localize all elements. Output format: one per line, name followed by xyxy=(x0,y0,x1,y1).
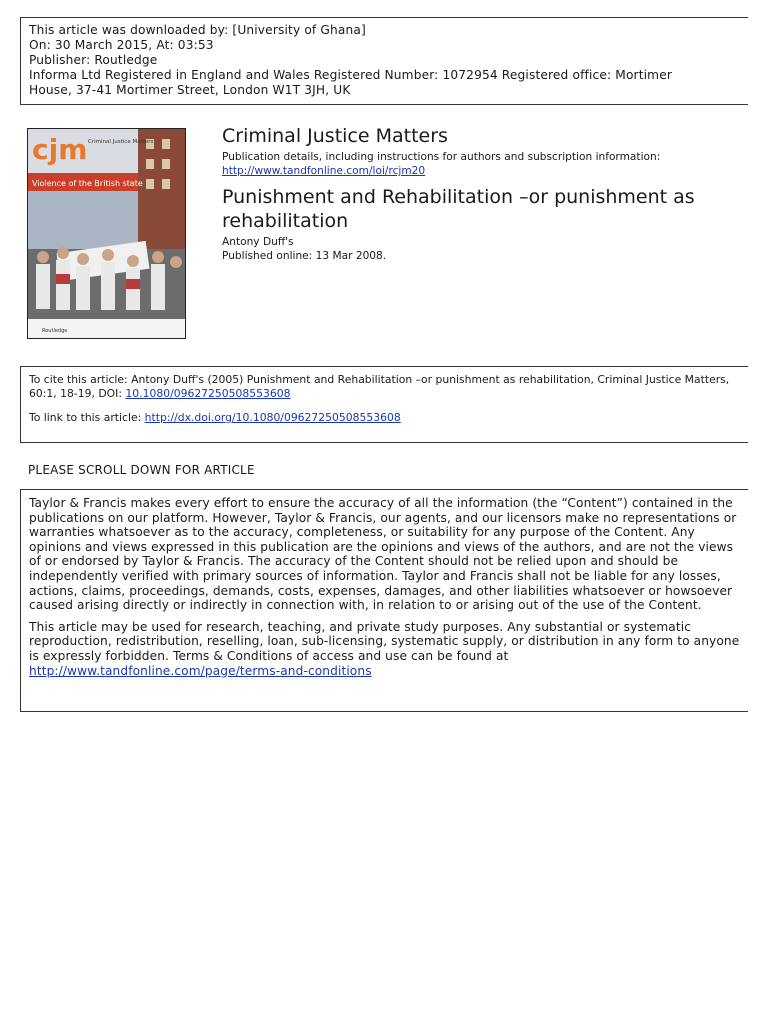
journal-url-link[interactable]: http://www.tandfonline.com/loi/rcjm20 xyxy=(222,165,426,177)
cover-publisher: Routledge xyxy=(42,328,68,334)
address-line: House, 37-41 Mortimer Street, London W1T 3JH, UK xyxy=(29,83,351,97)
article-link-line xyxy=(29,411,740,425)
publication-details xyxy=(222,150,660,178)
citation-text xyxy=(29,373,740,400)
registration-line: Informa Ltd Registered in England and Wales Registered Number: 1072954 Registered office: Mortimer xyxy=(29,68,673,82)
cover-masthead: Criminal Justice Matters xyxy=(88,139,154,145)
usage-paragraph xyxy=(29,620,740,678)
download-notice-box xyxy=(20,17,748,105)
doi-link[interactable]: 10.1080/09627250508553608 xyxy=(125,386,291,400)
article-link-label: To link to this article: xyxy=(29,411,145,424)
usage-text: This article may be used for research, teaching, and private study purposes. Any substantial or systematic reproduction, redistribution, reselling, loan, sub-licensing, systematic supply, or distribution in any form to anyone is expressly forbidden. Terms & Conditions of access and use can be found at xyxy=(29,619,740,663)
citation-box xyxy=(20,366,748,443)
cover-banner-text: Violence of the British state xyxy=(32,179,143,188)
article-author: Antony Duff's xyxy=(222,236,294,248)
citation-body: To cite this article: Antony Duff's (2005) Punishment and Rehabilitation –or punishment as rehabilitation, Criminal Justice Matters, 60:1, 18-19, DOI: xyxy=(29,373,730,400)
disclaimer-paragraph: Taylor & Francis makes every effort to ensure the accuracy of all the information (the “Content”) contained in the publications on our platform. However, Taylor & Francis, our agents, and our licensors make no representations or warranties whatsoever as to the accuracy, completeness, or suitability for any purpose of the Content. Any opinions and views expressed in this publication are the opinions and views of the authors, and are not the views of or endorsed by Taylor & Francis. The accuracy of the Content should not be relied upon and should be independently verified with primary sources of information. Taylor and Francis shall not be liable for any losses, actions, claims, proceedings, demands, costs, expenses, damages, and other liabilities whatsoever or howsoever caused arising directly or indirectly in connection with, in relation to or arising out of the use of the Content. xyxy=(29,496,737,613)
terms-conditions-link[interactable]: http://www.tandfonline.com/page/terms-and-conditions xyxy=(29,663,372,678)
article-title: Punishment and Rehabilitation –or punishment as rehabilitation xyxy=(222,186,695,232)
published-online: Published online: 13 Mar 2008. xyxy=(222,250,387,262)
journal-title: Criminal Justice Matters xyxy=(222,125,448,147)
publisher-line: Publisher: Routledge xyxy=(29,53,158,67)
journal-cover-image xyxy=(27,128,186,339)
cover-logo: cjm xyxy=(32,133,88,166)
publication-details-text: Publication details, including instructions for authors and subscription information: xyxy=(222,151,661,163)
article-doi-url-link[interactable]: http://dx.doi.org/10.1080/09627250508553608 xyxy=(144,411,401,424)
disclaimer-box xyxy=(20,489,748,712)
download-date: On: 30 March 2015, At: 03:53 xyxy=(29,38,214,52)
download-line: This article was downloaded by: [University of Ghana] xyxy=(29,23,366,37)
scroll-down-note: PLEASE SCROLL DOWN FOR ARTICLE xyxy=(28,463,255,477)
